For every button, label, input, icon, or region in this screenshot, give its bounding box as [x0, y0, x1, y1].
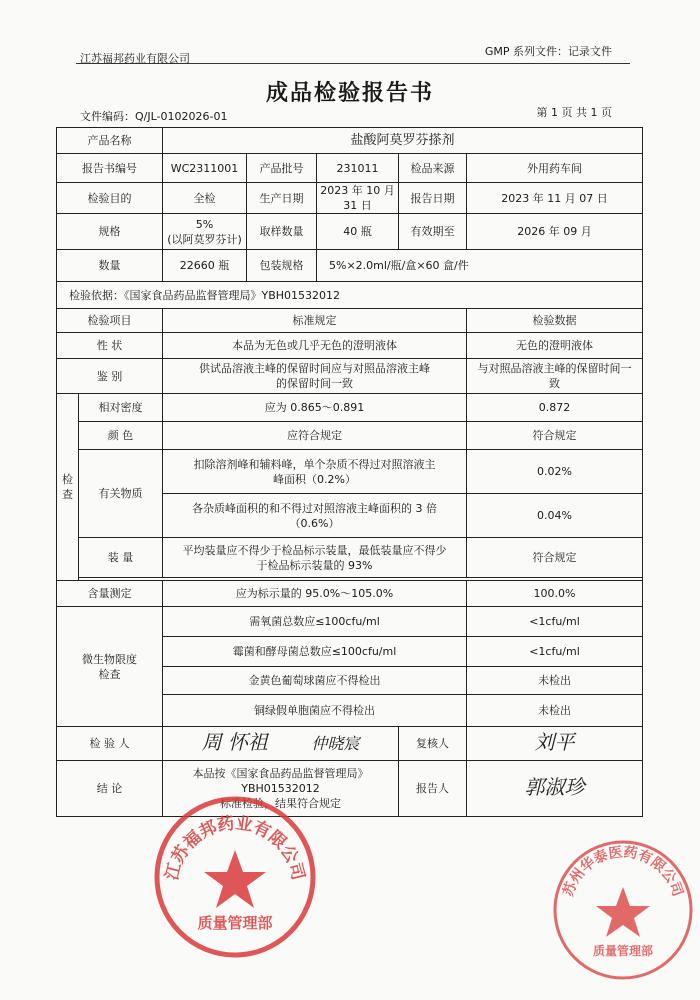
- standard-identification-line-1: 供试品溶液主峰的保留时间应与对照品溶液主峰: [199, 362, 430, 375]
- standard-micro-3: 金黄色葡萄球菌应不得检出: [163, 667, 467, 695]
- standard-impurity-a-line-1: 扣除溶剂峰和辅料峰，单个杂质不得过对照溶液主: [193, 457, 436, 471]
- col-header-standard: 标准规定: [163, 309, 467, 333]
- result-identification: [467, 359, 643, 394]
- row-color: [57, 422, 643, 450]
- check-group-char-2: 查: [62, 488, 73, 501]
- result-impurity-a: 0.02%: [467, 450, 643, 494]
- standard-micro-2: 霉菌和酵母菌总数应≤100cfu/ml: [163, 637, 467, 667]
- result-impurity-b: 0.04%: [467, 494, 643, 538]
- reviewer-signature: 刘平: [534, 729, 575, 754]
- row-impurity-a: [57, 450, 643, 494]
- label-identification: 鉴 别: [57, 359, 163, 394]
- label-report-no: 报告书编号: [57, 154, 163, 183]
- row-column-headers: [57, 309, 643, 333]
- result-density: 0.872: [467, 394, 643, 422]
- right-seal-bottom-text: 质量管理部: [592, 944, 654, 958]
- label-reviewer: 复核人: [399, 727, 467, 761]
- standard-fill: [163, 538, 467, 578]
- inspection-report-table: [56, 127, 643, 817]
- label-expiry: 有效期至: [399, 214, 467, 250]
- right-seal-star-icon: [596, 887, 650, 937]
- row-micro-1: [57, 607, 643, 637]
- label-density: 相对密度: [79, 394, 163, 422]
- standard-fill-line-1: 平均装量应不得少于检品标示装量，最低装量应不得少: [182, 543, 447, 557]
- source: 外用药车间: [467, 154, 643, 183]
- label-micro-line-1: 微生物限度: [82, 652, 137, 666]
- result-micro-3: 未检出: [467, 667, 643, 695]
- result-micro-1: <1cfu/ml: [467, 607, 643, 637]
- expiry: 2026 年 09 月: [467, 214, 643, 250]
- left-seal-arc-text: 江苏福邦药业有限公司: [162, 813, 308, 883]
- result-assay: 100.0%: [467, 581, 643, 607]
- col-header-item: 检验项目: [57, 309, 163, 333]
- check-group-char-1: 检: [62, 473, 73, 486]
- result-color: 符合规定: [467, 422, 643, 450]
- row-conclusion: [57, 761, 643, 817]
- standard-impurity-a: [163, 450, 467, 494]
- purpose: 全检: [163, 183, 247, 214]
- company-seal-stamp: [150, 792, 320, 962]
- result-appearance: 无色的澄明液体: [467, 333, 643, 359]
- row-identification: [57, 359, 643, 394]
- page-title: 成品检验报告书: [265, 81, 434, 106]
- standard-identification-line-2: 的保留时间一致: [276, 377, 353, 390]
- conclusion-line-2: 标准检验，结果符合规定: [220, 797, 341, 810]
- document-code: 文件编码：Q/JL-0102026-01: [80, 110, 228, 123]
- inspector-signature-2: 仲晓宸: [311, 733, 360, 753]
- row-inspector: [57, 727, 643, 761]
- gmp-label: GMP 系列文件：记录文件: [484, 45, 612, 58]
- standard-appearance: 本品为无色或几乎无色的澄明液体: [163, 333, 467, 359]
- label-check-group: [57, 394, 79, 581]
- right-seal-arc-text: 苏州华泰医药有限公司: [560, 844, 686, 899]
- label-impurity: 有关物质: [79, 450, 163, 538]
- label-inspector: 检 验 人: [57, 727, 163, 761]
- conclusion-line-1: 本品按《国家食品药品监督管理局》YBH01532012: [192, 767, 369, 795]
- left-seal-star-icon: [204, 850, 266, 908]
- standard-impurity-b-line-1: 各杂质峰面积的和不得过对照溶液主峰面积的 3 倍: [192, 501, 437, 515]
- standard-assay: 应为标示量的 95.0%～105.0%: [163, 581, 467, 607]
- spec-line-2: (以阿莫罗芬计): [167, 232, 242, 246]
- label-assay: 含量测定: [57, 581, 163, 607]
- label-source: 检品来源: [399, 154, 467, 183]
- product-name: 盐酸阿莫罗芬搽剂: [163, 128, 643, 154]
- label-spec: 规格: [57, 214, 163, 250]
- label-appearance: 性 状: [57, 333, 163, 359]
- row-product-name: [57, 128, 643, 154]
- row-spec: [57, 214, 643, 250]
- result-identification-line-2: 致: [549, 377, 560, 390]
- label-micro-line-2: 检查: [98, 667, 121, 681]
- header-rule: [76, 63, 630, 64]
- row-appearance: [57, 333, 643, 359]
- reporter-signature: 郭淑珍: [524, 774, 585, 799]
- label-pack: 包装规格: [247, 250, 317, 282]
- left-seal-bottom-text: 质量管理部: [197, 914, 273, 932]
- spec: [163, 214, 247, 250]
- label-prod-date: 生产日期: [247, 183, 317, 214]
- standard-micro-1: 需氧菌总数应≤100cfu/ml: [163, 607, 467, 637]
- result-micro-4: 未检出: [467, 695, 643, 727]
- result-fill: 符合规定: [467, 538, 643, 578]
- quantity: 22660 瓶: [163, 250, 247, 282]
- inspection-basis: 检验依据：《国家食品药品监督管理局》YBH01532012: [57, 282, 643, 309]
- label-conclusion: 结 论: [57, 761, 163, 817]
- standard-impurity-b: [163, 494, 467, 538]
- reporter-signature-cell: [467, 761, 643, 817]
- result-micro-2: <1cfu/ml: [467, 637, 643, 667]
- report-no: WC2311001: [163, 154, 247, 183]
- label-report-date: 报告日期: [399, 183, 467, 214]
- row-quantity: [57, 250, 643, 282]
- standard-impurity-a-line-2: 峰面积（0.2%）: [273, 472, 356, 486]
- pack-spec: 5%×2.0ml/瓶/盒×60 盒/件: [317, 250, 643, 282]
- label-purpose: 检验目的: [57, 183, 163, 214]
- standard-identification: [163, 359, 467, 394]
- label-fill: 装 量: [79, 538, 163, 578]
- label-micro: [57, 607, 163, 727]
- row-fill: [57, 538, 643, 578]
- spec-line-1: 5%: [195, 217, 214, 231]
- standard-impurity-b-line-2: （0.6%）: [289, 516, 340, 530]
- report-date: 2023 年 11 月 07 日: [467, 183, 643, 214]
- label-product-name: 产品名称: [57, 128, 163, 154]
- label-qty: 数量: [57, 250, 163, 282]
- row-basis: [57, 282, 643, 309]
- row-density: [57, 394, 643, 422]
- label-color: 颜 色: [79, 422, 163, 450]
- standard-fill-line-2: 于检品标示装量的 93%: [256, 558, 373, 572]
- result-identification-line-1: 与对照品溶液主峰的保留时间一: [477, 362, 632, 375]
- inspector-signatures: [163, 727, 399, 761]
- label-batch: 产品批号: [247, 154, 317, 183]
- partner-seal-stamp: [548, 835, 698, 985]
- sample-qty: 40 瓶: [317, 214, 399, 250]
- label-reporter: 报告人: [399, 761, 467, 817]
- row-report-no: [57, 154, 643, 183]
- prod-date: 2023 年 10 月 31 日: [317, 183, 399, 214]
- row-purpose: [57, 183, 643, 214]
- col-header-result: 检验数据: [467, 309, 643, 333]
- standard-micro-4: 铜绿假单胞菌应不得检出: [163, 695, 467, 727]
- company-name: 江苏福邦药业有限公司: [80, 52, 190, 65]
- batch-no: 231011: [317, 154, 399, 183]
- standard-density: 应为 0.865～0.891: [163, 394, 467, 422]
- row-assay: [57, 581, 643, 607]
- inspector-signature-1: 周 怀祖: [201, 729, 268, 754]
- label-sample: 取样数量: [247, 214, 317, 250]
- page-number: 第 1 页 共 1 页: [536, 106, 612, 119]
- standard-color: 应符合规定: [163, 422, 467, 450]
- reviewer-signature-cell: [467, 727, 643, 761]
